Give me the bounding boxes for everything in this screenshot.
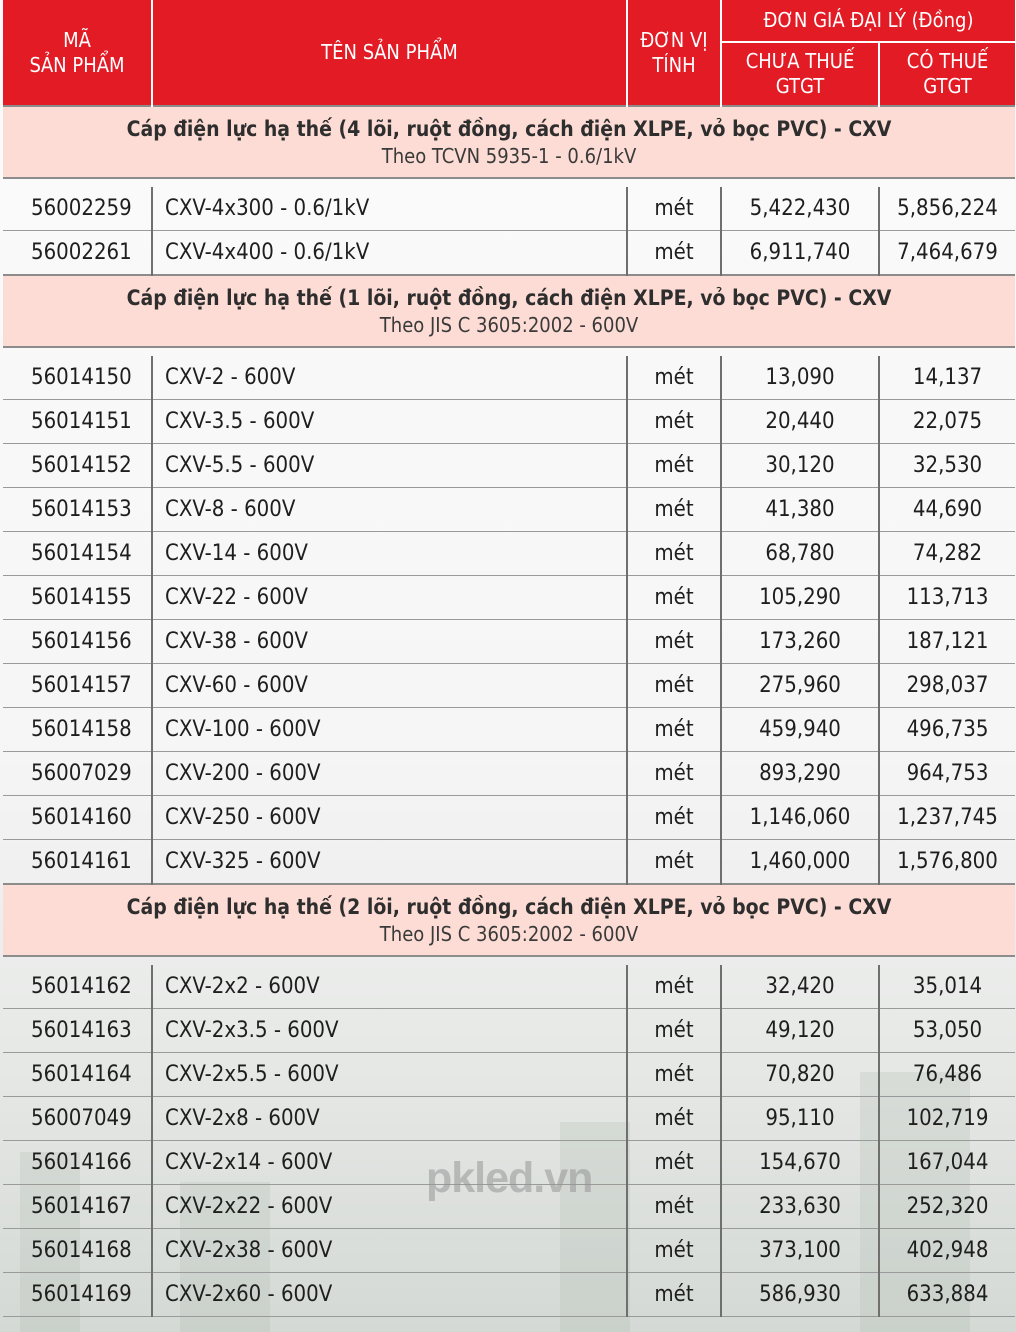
section-spacer-cell [3,956,1015,965]
section-spacer [3,956,1015,965]
unit-cell: mét [627,1009,721,1053]
product-name-cell: CXV-14 - 600V [152,532,627,576]
price-excl-vat-cell: 5,422,430 [721,187,879,231]
unit-cell: mét [627,708,721,752]
product-name-cell: CXV-2x60 - 600V [152,1273,627,1317]
product-code-cell: 56014164 [3,1053,152,1097]
price-incl-vat-cell: 7,464,679 [879,231,1015,276]
product-code-cell: 56014160 [3,796,152,840]
product-code-cell: 56014166 [3,1141,152,1185]
price-excl-vat-cell: 6,911,740 [721,231,879,276]
product-code-cell: 56014157 [3,664,152,708]
product-code-cell: 56014167 [3,1185,152,1229]
table-row [3,1053,1015,1097]
table-row [3,231,1015,276]
table-header [3,0,1015,106]
product-code-cell: 56014162 [3,965,152,1009]
price-incl-vat-cell: 22,075 [879,400,1015,444]
table-row [3,488,1015,532]
unit-cell: mét [627,231,721,276]
price-excl-vat-cell: 68,780 [721,532,879,576]
product-code-cell: 56014163 [3,1009,152,1053]
table-row [3,576,1015,620]
section-header-cell [3,106,1015,178]
section-standard: Theo JIS C 3605:2002 - 600V [379,313,639,337]
table-row [3,1273,1015,1317]
product-code-cell: 56014154 [3,532,152,576]
price-incl-vat-cell: 1,576,800 [879,840,1015,885]
unit-cell: mét [627,187,721,231]
price-incl-vat-cell: 113,713 [879,576,1015,620]
price-incl-vat-cell: 5,856,224 [879,187,1015,231]
price-excl-vat-cell: 173,260 [721,620,879,664]
unit-cell: mét [627,840,721,885]
price-excl-vat-cell: 1,146,060 [721,796,879,840]
section-spacer-cell [3,347,1015,356]
product-code-cell: 56014161 [3,840,152,885]
section-header-cell [3,275,1015,347]
product-code-cell: 56007049 [3,1097,152,1141]
table-row [3,444,1015,488]
unit-cell: mét [627,752,721,796]
product-name-cell: CXV-200 - 600V [152,752,627,796]
section-header [3,106,1015,178]
product-name-cell: CXV-4x300 - 0.6/1kV [152,187,627,231]
price-incl-vat-cell: 76,486 [879,1053,1015,1097]
price-excl-vat-cell: 893,290 [721,752,879,796]
table-row [3,532,1015,576]
price-table [3,0,1015,1317]
section-title: Cáp điện lực hạ thế (2 lõi, ruột đồng, cách điện XLPE, vỏ bọc PVC) - CXV [126,895,892,919]
price-excl-vat-cell: 105,290 [721,576,879,620]
unit-cell: mét [627,1185,721,1229]
price-incl-vat-cell: 53,050 [879,1009,1015,1053]
product-name-cell: CXV-2x2 - 600V [152,965,627,1009]
product-code-cell: 56002261 [3,231,152,276]
header-price-incl-vat: CÓ THUẾ GTGT [879,42,1015,106]
price-excl-vat-cell: 275,960 [721,664,879,708]
section-header-cell [3,884,1015,956]
product-code-cell: 56014150 [3,356,152,400]
table-row [3,965,1015,1009]
section-standard: Theo JIS C 3605:2002 - 600V [379,922,639,946]
price-excl-vat-cell: 70,820 [721,1053,879,1097]
section-title: Cáp điện lực hạ thế (1 lõi, ruột đồng, cách điện XLPE, vỏ bọc PVC) - CXV [126,286,892,310]
price-incl-vat-cell: 402,948 [879,1229,1015,1273]
price-excl-vat-cell: 49,120 [721,1009,879,1053]
product-name-cell: CXV-2 - 600V [152,356,627,400]
product-name-cell: CXV-60 - 600V [152,664,627,708]
table-row [3,840,1015,885]
table-row [3,796,1015,840]
price-excl-vat-cell: 95,110 [721,1097,879,1141]
price-incl-vat-cell: 298,037 [879,664,1015,708]
price-incl-vat-cell: 102,719 [879,1097,1015,1141]
price-excl-vat-cell: 459,940 [721,708,879,752]
product-code-cell: 56007029 [3,752,152,796]
product-name-cell: CXV-100 - 600V [152,708,627,752]
price-incl-vat-cell: 74,282 [879,532,1015,576]
price-excl-vat-cell: 32,420 [721,965,879,1009]
section-spacer [3,347,1015,356]
price-incl-vat-cell: 32,530 [879,444,1015,488]
price-incl-vat-cell: 1,237,745 [879,796,1015,840]
product-name-cell: CXV-8 - 600V [152,488,627,532]
section-header [3,275,1015,347]
price-excl-vat-cell: 13,090 [721,356,879,400]
product-name-cell: CXV-2x14 - 600V [152,1141,627,1185]
product-name-cell: CXV-4x400 - 0.6/1kV [152,231,627,276]
header-product-code: MÃ SẢN PHẨM [3,0,152,106]
unit-cell: mét [627,664,721,708]
product-code-cell: 56014156 [3,620,152,664]
product-name-cell: CXV-2x5.5 - 600V [152,1053,627,1097]
header-product-name: TÊN SẢN PHẨM [152,0,627,106]
unit-cell: mét [627,1053,721,1097]
unit-cell: mét [627,620,721,664]
price-excl-vat-cell: 30,120 [721,444,879,488]
price-incl-vat-cell: 633,884 [879,1273,1015,1317]
watermark: pkled.vn [426,1154,593,1202]
product-code-cell: 56014169 [3,1273,152,1317]
section-spacer [3,178,1015,187]
product-name-cell: CXV-5.5 - 600V [152,444,627,488]
product-name-cell: CXV-2x38 - 600V [152,1229,627,1273]
price-excl-vat-cell: 373,100 [721,1229,879,1273]
product-name-cell: CXV-250 - 600V [152,796,627,840]
section-spacer-cell [3,178,1015,187]
price-incl-vat-cell: 35,014 [879,965,1015,1009]
product-name-cell: CXV-2x22 - 600V [152,1185,627,1229]
unit-cell: mét [627,1273,721,1317]
table-row [3,1229,1015,1273]
table-row [3,1097,1015,1141]
section-title: Cáp điện lực hạ thế (4 lõi, ruột đồng, cách điện XLPE, vỏ bọc PVC) - CXV [126,117,892,141]
table-row [3,620,1015,664]
product-name-cell: CXV-38 - 600V [152,620,627,664]
unit-cell: mét [627,1141,721,1185]
price-excl-vat-cell: 20,440 [721,400,879,444]
price-excl-vat-cell: 41,380 [721,488,879,532]
product-code-cell: 56014153 [3,488,152,532]
price-incl-vat-cell: 44,690 [879,488,1015,532]
product-name-cell: CXV-3.5 - 600V [152,400,627,444]
table-row [3,1009,1015,1053]
unit-cell: mét [627,1229,721,1273]
price-excl-vat-cell: 1,460,000 [721,840,879,885]
header-price-excl-vat: CHƯA THUẾ GTGT [721,42,879,106]
price-incl-vat-cell: 252,320 [879,1185,1015,1229]
price-incl-vat-cell: 167,044 [879,1141,1015,1185]
product-name-cell: CXV-325 - 600V [152,840,627,885]
table-row [3,400,1015,444]
product-name-cell: CXV-2x3.5 - 600V [152,1009,627,1053]
table-row [3,356,1015,400]
table-row [3,708,1015,752]
price-incl-vat-cell: 187,121 [879,620,1015,664]
unit-cell: mét [627,576,721,620]
table-row [3,664,1015,708]
table-row [3,187,1015,231]
table-row [3,752,1015,796]
price-excl-vat-cell: 233,630 [721,1185,879,1229]
unit-cell: mét [627,444,721,488]
price-excl-vat-cell: 154,670 [721,1141,879,1185]
unit-cell: mét [627,488,721,532]
price-incl-vat-cell: 964,753 [879,752,1015,796]
price-incl-vat-cell: 14,137 [879,356,1015,400]
product-name-cell: CXV-22 - 600V [152,576,627,620]
product-code-cell: 56014152 [3,444,152,488]
section-standard: Theo TCVN 5935-1 - 0.6/1kV [381,144,637,168]
unit-cell: mét [627,400,721,444]
product-code-cell: 56014151 [3,400,152,444]
section-header [3,884,1015,956]
unit-cell: mét [627,796,721,840]
unit-cell: mét [627,965,721,1009]
product-code-cell: 56002259 [3,187,152,231]
unit-cell: mét [627,356,721,400]
price-incl-vat-cell: 496,735 [879,708,1015,752]
product-name-cell: CXV-2x8 - 600V [152,1097,627,1141]
table-body [3,106,1015,1317]
header-dealer-price: ĐƠN GIÁ ĐẠI LÝ (Đồng) [721,0,1015,42]
price-excl-vat-cell: 586,930 [721,1273,879,1317]
product-code-cell: 56014155 [3,576,152,620]
header-unit: ĐƠN VỊ TÍNH [627,0,721,106]
unit-cell: mét [627,1097,721,1141]
product-code-cell: 56014168 [3,1229,152,1273]
unit-cell: mét [627,532,721,576]
product-code-cell: 56014158 [3,708,152,752]
